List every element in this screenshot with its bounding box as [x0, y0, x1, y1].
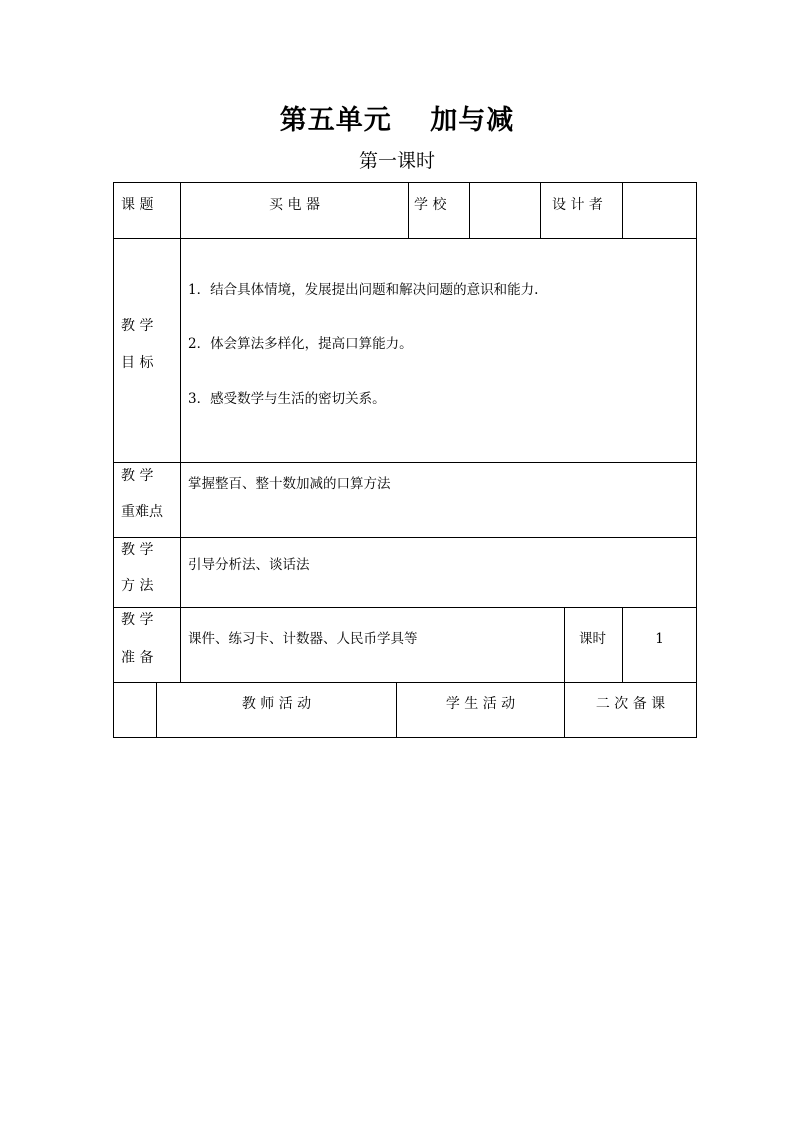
key-points-label-line2: 重难点	[121, 504, 163, 520]
objective-item: 3．感受数学与生活的密切关系。	[188, 391, 386, 407]
row-divider	[113, 462, 697, 463]
methods-value: 引导分析法、谈话法	[188, 557, 310, 573]
teacher-activity-header: 教 师 活 动	[241, 696, 312, 712]
page-subtitle: 第一课时	[358, 150, 435, 172]
designer-label: 设 计 者	[552, 197, 603, 213]
methods-label-line2: 方 法	[121, 578, 154, 594]
preparation-value: 课件、练习卡、计数器、人民币学具等	[188, 631, 418, 647]
hours-value: 1	[655, 631, 664, 647]
second-prep-header: 二 次 备 课	[595, 696, 666, 712]
col-divider	[180, 182, 181, 683]
table-border-bottom	[113, 737, 697, 738]
row-divider	[113, 682, 697, 683]
key-points-label-line1: 教 学	[121, 468, 154, 484]
table-border-left	[113, 182, 114, 738]
topic-label: 课 题	[121, 197, 154, 213]
col-divider	[540, 182, 541, 239]
col-divider	[622, 182, 623, 239]
key-points-value: 掌握整百、整十数加减的口算方法	[188, 476, 391, 492]
objectives-label-line2: 目 标	[121, 355, 154, 371]
row-divider	[113, 607, 697, 608]
col-divider	[469, 182, 470, 239]
table-border-top	[113, 182, 697, 183]
school-label: 学 校	[414, 197, 447, 213]
student-activity-header: 学 生 活 动	[445, 696, 516, 712]
objective-item: 1．结合具体情境，发展提出问题和解决问题的意识和能力.	[188, 282, 539, 298]
col-divider	[408, 182, 409, 239]
table-border-right	[696, 182, 697, 738]
preparation-label-line1: 教 学	[121, 612, 154, 628]
objectives-label-line1: 教 学	[121, 318, 154, 334]
preparation-label-line2: 准 备	[121, 650, 154, 666]
hours-label: 课时	[579, 631, 606, 647]
row-divider	[113, 238, 697, 239]
page-title: 第五单元 加与减	[279, 105, 515, 136]
topic-value: 买 电 器	[269, 197, 320, 213]
row-divider	[113, 537, 697, 538]
col-divider	[564, 607, 565, 683]
objective-item: 2．体会算法多样化，提高口算能力。	[188, 336, 413, 352]
methods-label-line1: 教 学	[121, 542, 154, 558]
